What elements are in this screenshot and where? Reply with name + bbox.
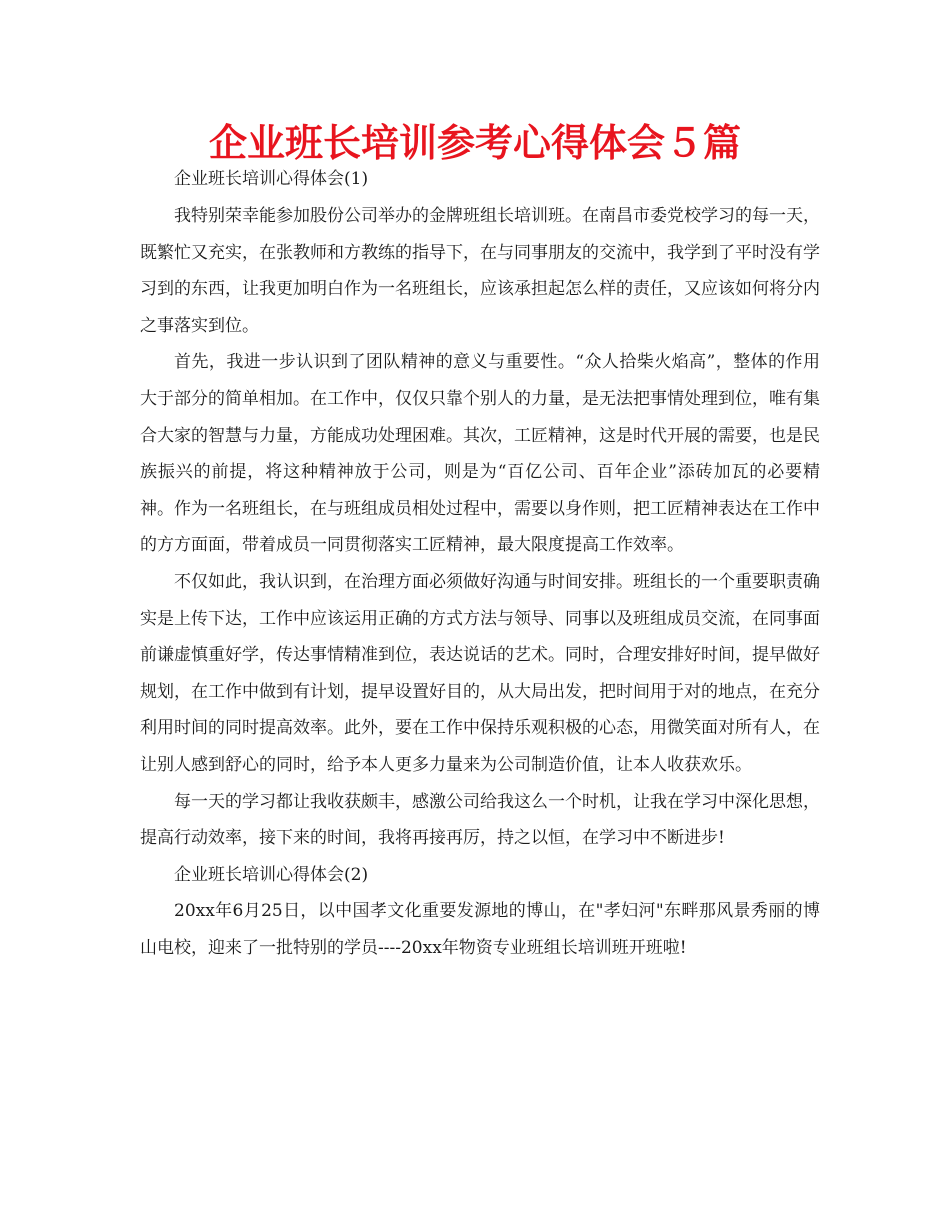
- document-title: 企业班长培训参考心得体会５篇: [208, 121, 741, 165]
- section-heading-2: 企业班长培训心得体会(2): [174, 864, 369, 885]
- paragraph-2: 首先，我进一步认识到了团队精神的意义与重要性。“众人拾柴火焰高”，整体的作用大于部分的简单相加。在工作中，仅仅只靠个别人的力量，是无法把事情处理到位，唯有集合大家的智慧与力量，方能成功处理困难。其次，工匠精神，这是时代开展的需要，也是民族振兴的前提，将这种精神放于公司，则是为“百亿公司、百年企业”添砖加瓦的必要精神。作为一名班组长，在与班组成员相处过程中，需要以身作则，把工匠精神表达在工作中的方方面面，带着成员一同贯彻落实工匠精神，最大限度提高工作效率。: [140, 352, 820, 556]
- section-heading-1: 企业班长培训心得体会(1): [174, 169, 369, 189]
- paragraph-3: 不仅如此，我认识到，在治理方面必须做好沟通与时间安排。班组长的一个重要职责确实是上传下达，工作中应该运用正确的方式方法与领导、同事以及班组成员交流，在同事面前谦虚慎重好学，传达事情精准到位，表达说话的艺术。同时，合理安排好时间，提早做好规划，在工作中做到有计划，提早设置好目的，从大局出发，把时间用于对的地点，在充分利用时间的同时提高效率。此外，要在工作中保持乐观积极的心态，用微笑面对所有人，在让别人感到舒心的同时，给予本人更多力量来为公司制造价值，让本人收获欢乐。: [140, 571, 820, 775]
- document-body: [140, 165, 820, 966]
- paragraph-1: 我特别荣幸能参加股份公司举办的金牌班组长培训班。在南昌市委党校学习的每一天，既繁忙又充实，在张教师和方教练的指导下，在与同事朋友的交流中，我学到了平时没有学习到的东西，让我更加明白作为一名班组长，应该承担起怎么样的责任，又应该如何将分内之事落实到位。: [140, 206, 820, 336]
- paragraph-4: 每一天的学习都让我收获颇丰，感激公司给我这么一个时机，让我在学习中深化思想，提高行动效率，接下来的时间，我将再接再厉，持之以恒，在学习中不断进步!: [140, 791, 820, 849]
- paragraph-5: 20xx年6月25日，以中国孝文化重要发源地的博山，在"孝妇河"东畔那风景秀丽的博山电校，迎来了一批特别的学员----20xx年物资专业班组长培训班开班啦!: [140, 901, 820, 958]
